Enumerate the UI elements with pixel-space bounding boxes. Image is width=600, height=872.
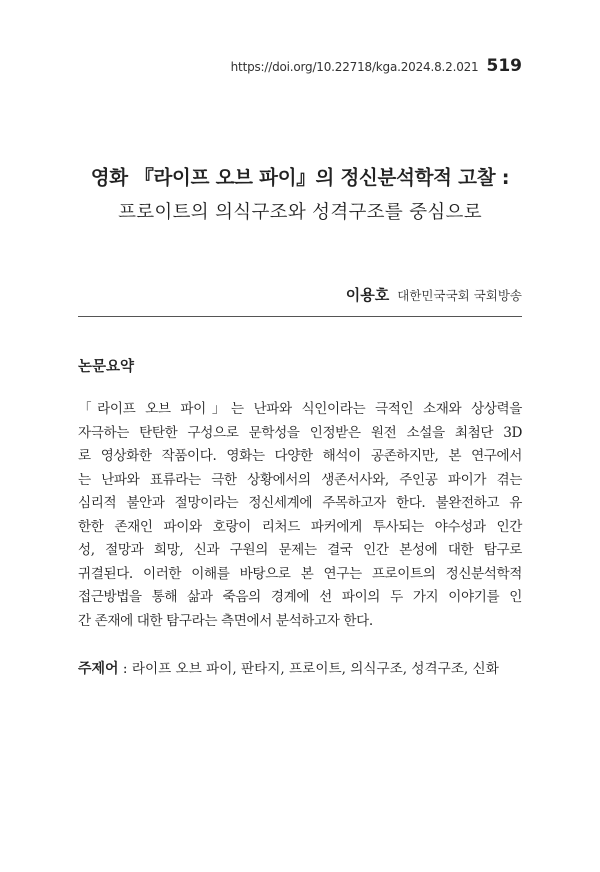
keywords-separator: : [118, 661, 132, 677]
abstract-line: 자극하는 탄탄한 구성으로 문학성을 인정받은 원전 소설을 최첨단 3D [78, 424, 522, 441]
header-divider [78, 316, 522, 317]
abstract-line: 로 영상화한 작품이다. 영화는 다양한 해석이 공존하지만, 본 연구에서 [78, 448, 522, 464]
paper-title: 영화 『라이프 오브 파이』의 정신분석학적 고찰 : [90, 166, 510, 189]
keywords-text: 라이프 오브 파이, 판타지, 프로이트, 의식구조, 성격구조, 신화 [131, 661, 499, 677]
keywords-label: 주제어 [78, 661, 119, 677]
author-name: 이용호 [345, 286, 390, 304]
abstract-body [78, 398, 522, 633]
abstract-line: 간 존재에 대한 탐구라는 측면에서 분석하고자 한다. [78, 612, 373, 629]
abstract-line: 접근방법을 통해 삶과 죽음의 경계에 선 파이의 두 가지 이야기를 인 [78, 589, 522, 605]
abstract-line: 는 난파와 표류라는 극한 상황에서의 생존서사와, 주인공 파이가 겪는 [78, 471, 522, 488]
abstract-line: 「라이프 오브 파이」는 난파와 식인이라는 극적인 소재와 상상력을 [78, 401, 522, 417]
author-block [346, 284, 522, 305]
page-number: 519 [486, 56, 522, 76]
abstract-line: 한한 존재인 파이와 호랑이 리처드 파커에게 투사되는 야수성과 인간 [78, 518, 522, 535]
doi-link[interactable]: https://doi.org/10.22718/kga.2024.8.2.021 [230, 60, 479, 74]
paper-subtitle: 프로이트의 의식구조와 성격구조를 중심으로 [118, 202, 482, 223]
abstract-line: 귀결된다. 이러한 이해를 바탕으로 본 연구는 프로이트의 정신분석학적 [78, 565, 522, 582]
abstract-line: 성, 절망과 희망, 신과 구원의 문제는 결국 인간 본성에 대한 탐구로 [78, 542, 522, 558]
page-header [231, 56, 522, 76]
abstract-line: 심리적 불안과 절망이라는 정신세계에 주목하고자 한다. 불완전하고 유 [78, 495, 522, 511]
keywords [78, 657, 522, 678]
author-affiliation: 대한민국국회 국회방송 [397, 288, 522, 303]
abstract-heading: 논문요약 [78, 359, 135, 375]
